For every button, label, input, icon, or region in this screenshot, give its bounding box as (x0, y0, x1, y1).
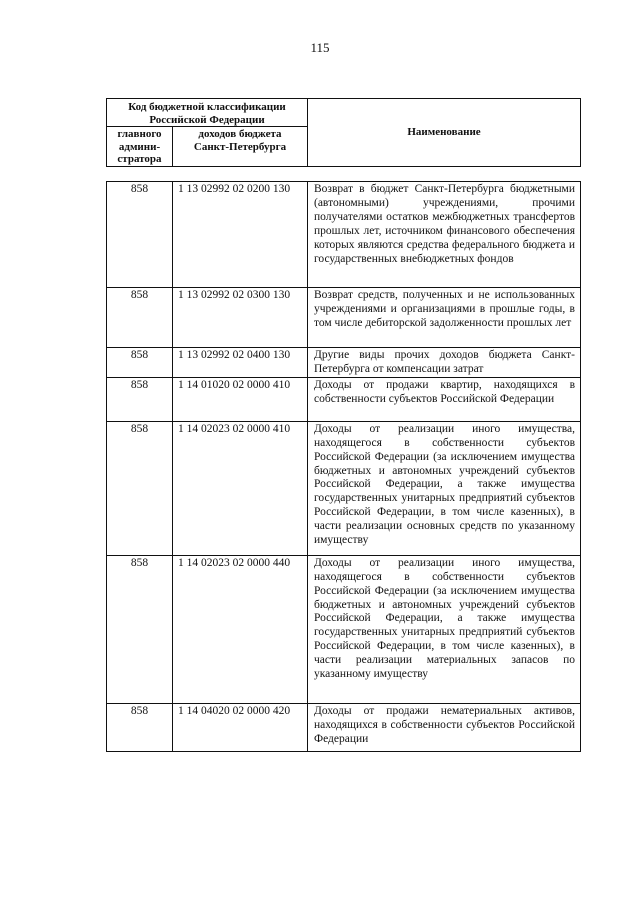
admin-code-cell: 858 (107, 377, 173, 421)
table-row (107, 377, 581, 421)
admin-code-cell: 858 (107, 348, 173, 378)
table-row (107, 182, 581, 288)
admin-column-header: главного админи-стратора (107, 127, 173, 167)
admin-code-cell: 858 (107, 288, 173, 348)
income-code-cell: 1 13 02992 02 0200 130 (173, 182, 308, 288)
name-cell: Возврат средств, полученных и не использованных учреждениями и организациями в прошлые годы, в том числе дебиторской задолженности прошлых лет (308, 288, 581, 348)
kbk-header: Код бюджетной классификации Российской Федерации (107, 99, 308, 127)
page-number: 115 (310, 40, 330, 55)
income-code-cell: 1 13 02992 02 0400 130 (173, 348, 308, 378)
name-cell: Возврат в бюджет Санкт-Петербурга бюджетными (автономными) учреждениями, прочими получателями остатков межбюджетных трансфертов прошлых лет, источником финансового обеспечения которых являются средства федерального бюджета и государственных внебюджетных фондов (308, 182, 581, 288)
income-code-cell: 1 13 02992 02 0300 130 (173, 288, 308, 348)
classification-table (106, 181, 581, 752)
admin-code-cell: 858 (107, 182, 173, 288)
table-row (107, 703, 581, 751)
income-code-cell: 1 14 02023 02 0000 440 (173, 555, 308, 703)
income-code-cell: 1 14 02023 02 0000 410 (173, 421, 308, 555)
name-cell: Доходы от продажи квартир, находящихся в собственности субъектов Российской Федерации (308, 377, 581, 421)
admin-code-cell: 858 (107, 703, 173, 751)
income-code-cell: 1 14 04020 02 0000 420 (173, 703, 308, 751)
income-code-cell: 1 14 01020 02 0000 410 (173, 377, 308, 421)
name-cell: Доходы от реализации иного имущества, находящегося в собственности субъектов Российской Федерации (за исключением имущества бюджетных и автономных учреждений субъектов Российской Федерации, а также имущества государственных унитарных предприятий субъектов Российской Федерации, в том числе казенных), в части реализации основных средств по указанному имуществу (308, 421, 581, 555)
name-cell: Другие виды прочих доходов бюджета Санкт-Петербурга от компенсации затрат (308, 348, 581, 378)
table-row (107, 421, 581, 555)
admin-code-cell: 858 (107, 555, 173, 703)
table-row (107, 348, 581, 378)
income-column-header: доходов бюджета Санкт-Петербурга (173, 127, 308, 167)
table-row (107, 288, 581, 348)
table-row (107, 555, 581, 703)
name-cell: Доходы от продажи нематериальных активов, находящихся в собственности субъектов Российской Федерации (308, 703, 581, 751)
header-table (106, 98, 581, 167)
name-header: Наименование (308, 99, 581, 167)
name-cell: Доходы от реализации иного имущества, находящегося в собственности субъектов Российской Федерации (за исключением имущества бюджетных и автономных учреждений субъектов Российской Федерации, а также имущества государственных унитарных предприятий субъектов Российской Федерации, в том числе казенных), в части реализации материальных запасов по указанному имуществу (308, 555, 581, 703)
admin-code-cell: 858 (107, 421, 173, 555)
